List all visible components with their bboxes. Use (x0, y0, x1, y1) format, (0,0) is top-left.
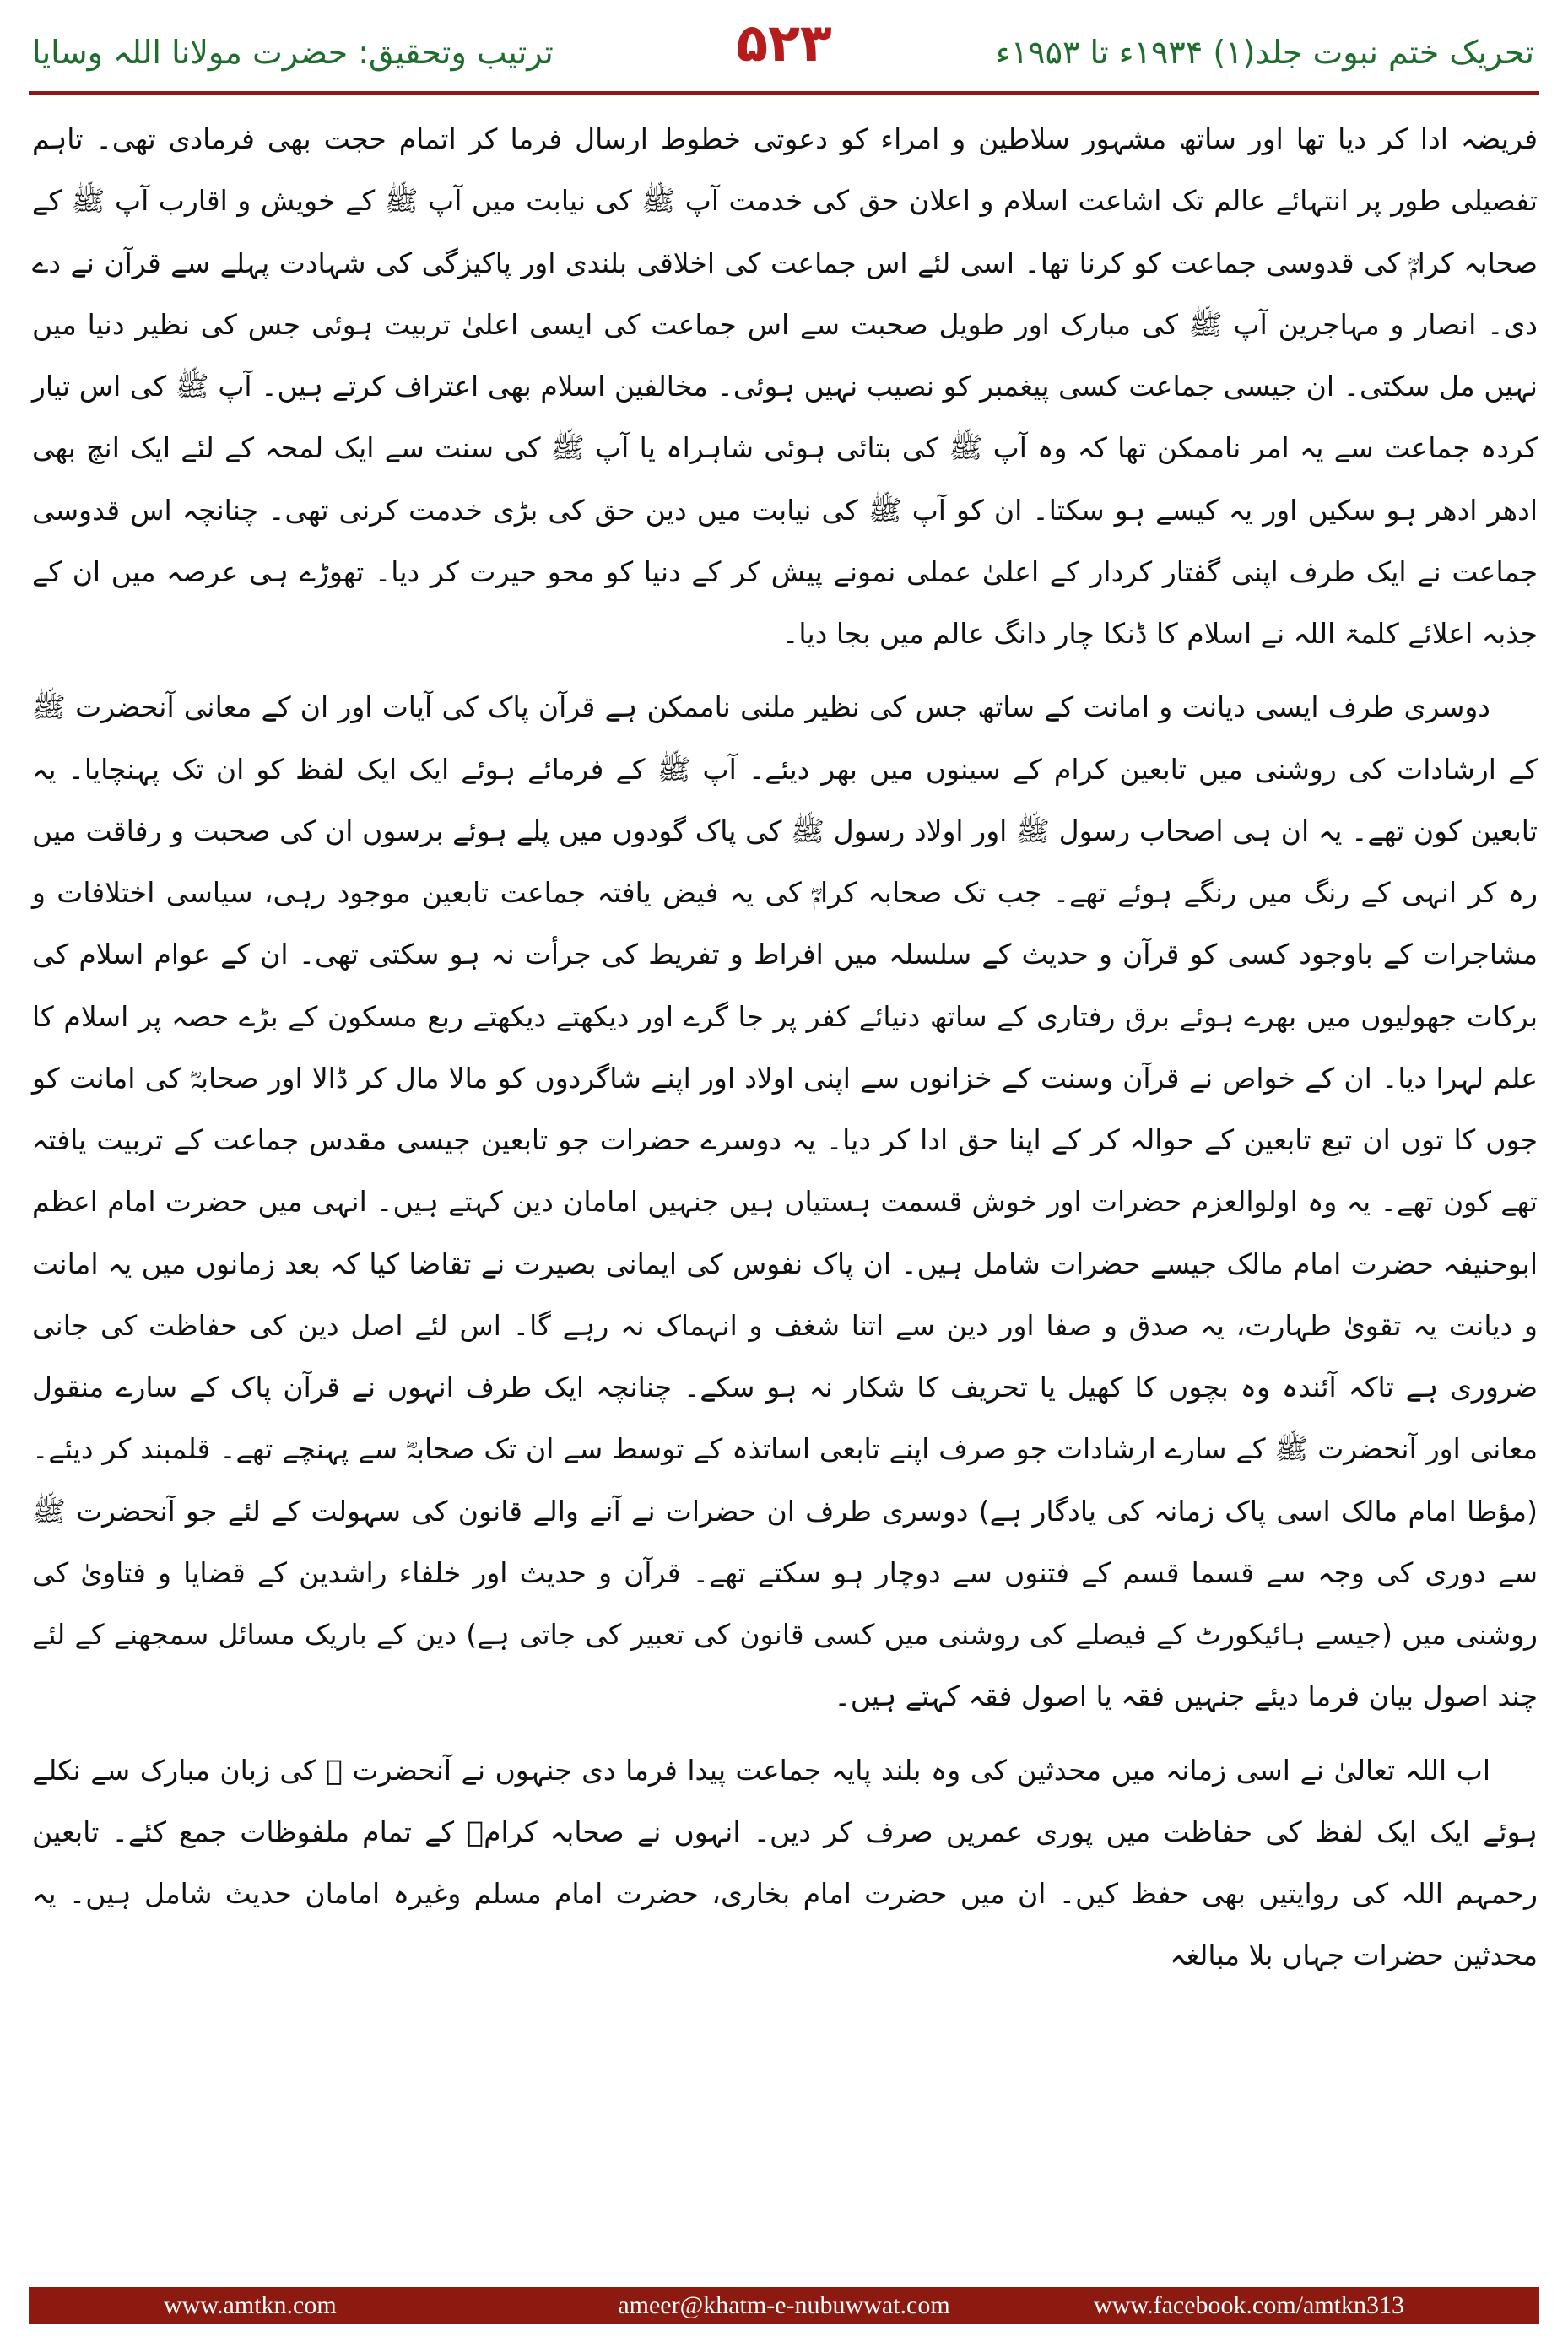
paragraph-1: فریضہ ادا کر دیا تھا اور ساتھ مشہور سلاطین و امراء کو دعوتی خطوط ارسال فرما کر اتمام حجت بھی فرمادی تھی۔ تاہم تفصیلی طور پر انتہائے عالم تک اشاعت اسلام و اعلان حق کی خدمت آپ ﷺ کی نیابت میں آپ ﷺ کے خویش و اقارب آپ ﷺ کے صحابہ کرامؓ کی قدوسی جماعت کو کرنا تھا۔ اسی لئے اس جماعت کی اخلاقی بلندی اور پاکیزگی کی شہادت پہلے سے قرآن نے دے دی۔ انصار و مہاجرین آپ ﷺ کی مبارک اور طویل صحبت سے اس جماعت کی ایسی اعلیٰ تربیت ہوئی جس کی نظیر دنیا میں نہیں مل سکتی۔ ان جیسی جماعت کسی پیغمبر کو نصیب نہیں ہوئی۔ مخالفین اسلام بھی اعتراف کرتے ہیں۔ آپ ﷺ کی اس تیار کردہ جماعت سے یہ امر ناممکن تھا کہ وہ آپ ﷺ کی بتائی ہوئی شاہراہ یا آپ ﷺ کی سنت سے ایک لمحہ کے لئے ایک انچ بھی ادھر ادھر ہو سکیں اور یہ کیسے ہو سکتا۔ ان کو آپ ﷺ کی نیابت میں دین حق کی بڑی خدمت کرنی تھی۔ چنانچہ اس قدوسی جماعت نے ایک طرف اپنی گفتار کردار کے اعلیٰ عملی نمونے پیش کر کے دنیا کو محو حیرت کر دیا۔ تھوڑے ہی عرصہ میں ان کے جذبہ اعلائے کلمۃ اللہ نے اسلام کا ڈنکا چار دانگ عالم میں بجا دیا۔ (32, 122, 1538, 650)
email-link[interactable]: ameer@khatm-e-nubuwwat.com (618, 2291, 950, 2319)
paragraph-3: اب اللہ تعالیٰ نے اسی زمانہ میں محدثین کی وہ بلند پایہ جماعت پیدا فرما دی جنہوں نے آنحضرت ﷺ کی زبان مبارک سے نکلے ہوئے ایک ایک لفظ کی حفاظت میں پوری عمریں صرف کر دیں۔ انہوں نے صحابہ کرامؓ کے تمام ملفوظات جمع کئے۔ تابعین رحمہم اللہ کی روایتیں بھی حفظ کیں۔ ان میں حضرت امام بخاری، حضرت امام مسلم وغیرہ امامان حدیث شامل ہیں۔ یہ محدثین حضرات جہاں بلا مبالغہ (32, 1753, 1538, 1972)
compiler-credit: ترتیب وتحقیق: حضرت مولانا اللہ وسایا (32, 34, 554, 71)
facebook-link[interactable]: www.facebook.com/amtkn313 (1094, 2291, 1404, 2319)
header-divider (29, 91, 1539, 95)
website-link[interactable]: www.amtkn.com (164, 2291, 337, 2319)
page-footer (29, 2287, 1539, 2324)
book-title: تحریک ختم نبوت جلد(۱) ۱۹۳۴ء تا ۱۹۵۳ء (995, 34, 1534, 71)
page-body (32, 108, 1538, 2243)
page-number: ۵۲۳ (736, 12, 832, 73)
paragraph-2: دوسری طرف ایسی دیانت و امانت کے ساتھ جس کی نظیر ملنی ناممکن ہے قرآن پاک کی آیات اور ان کے معانی آنحضرت ﷺ کے ارشادات کی روشنی میں تابعین کرام کے سینوں میں بھر دیئے۔ آپ ﷺ کے فرمائے ہوئے ایک ایک لفظ کو ان تک پہنچایا۔ یہ تابعین کون تھے۔ یہ ان ہی اصحاب رسول ﷺ اور اولاد رسول ﷺ کی پاک گودوں میں پلے ہوئے برسوں ان کی صحبت و رفاقت میں رہ کر انہی کے رنگ میں رنگے ہوئے تھے۔ جب تک صحابہ کرامؓ کی یہ فیض یافتہ جماعت تابعین موجود رہی، سیاسی اختلافات و مشاجرات کے باوجود کسی کو قرآن و حدیث کے سلسلہ میں افراط و تفریط کی جرأت نہ ہو سکتی تھی۔ ان کے عوام اسلام کی برکات جھولیوں میں بھرے ہوئے برق رفتاری کے ساتھ دنیائے کفر پر جا گرے اور دیکھتے دیکھتے ربع مسکون کے بڑے حصہ پر اسلام کا علم لہرا دیا۔ ان کے خواص نے قرآن وسنت کے خزانوں سے اپنی اولاد اور اپنے شاگردوں کو مالا مال کر ڈالا اور صحابہؓ کی امانت کو جوں کا توں ان تبع تابعین کے حوالہ کر کے اپنا حق ادا کر دیا۔ یہ دوسرے حضرات جو تابعین جیسی مقدس جماعت کے تربیت یافتہ تھے کون تھے۔ یہ وہ اولوالعزم حضرات اور خوش قسمت ہستیاں ہیں جنہیں امامان دین کہتے ہیں۔ انہی میں حضرت امام اعظم ابوحنیفہ حضرت امام مالک جیسے حضرات شامل ہیں۔ ان پاک نفوس کی ایمانی بصیرت نے تقاضا کیا کہ بعد زمانوں میں یہ امانت و دیانت یہ تقویٰ طہارت، یہ صدق و صفا اور دین سے اتنا شغف و انہماک نہ رہے گا۔ اس لئے اصل دین کی حفاظت کی جانی ضروری ہے تاکہ آئندہ وہ بچوں کا کھیل یا تحریف کا شکار نہ ہو سکے۔ چنانچہ ایک طرف انہوں نے قرآن پاک کے سارے منقول معانی اور آنحضرت ﷺ کے سارے ارشادات جو صرف اپنے تابعی اساتذہ کے توسط سے ان تک صحابہؓ سے پہنچے تھے۔ قلمبند کر دیئے۔ (مؤطا امام مالک اسی پاک زمانہ کی یادگار ہے) دوسری طرف ان حضرات نے آنے والے قانون کی سہولت کے لئے جو آنحضرت ﷺ سے دوری کی وجہ سے قسما قسم کے فتنوں سے دوچار ہو سکتے تھے۔ قرآن و حدیث اور خلفاء راشدین کے قضایا و فتاویٰ کی روشنی میں (جیسے ہائیکورٹ کے فیصلے کی روشنی میں کسی قانون کی تعبیر کی جاتی ہے) دین کے باریک مسائل سمجھنے کے لئے چند اصول بیان فرما دیئے جنہیں فقہ یا اصول فقہ کہتے ہیں۔ (32, 690, 1538, 1713)
page-header (0, 0, 1568, 84)
